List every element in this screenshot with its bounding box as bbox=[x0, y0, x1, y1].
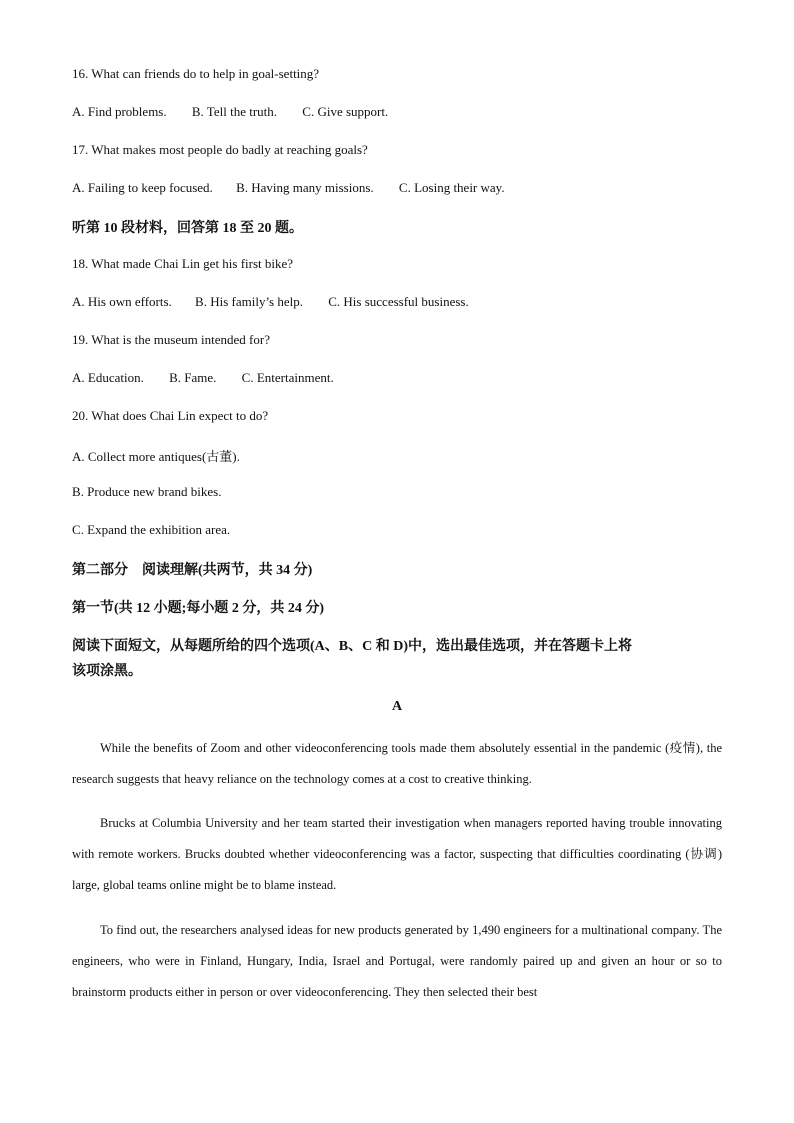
option-b: B. His family’s help. bbox=[195, 294, 303, 309]
question-18: 18. What made Chai Lin get his first bike? bbox=[72, 256, 294, 271]
paragraph-3: To find out, the researchers analysed ideas for new products generated by 1,490 engineers for a multinational company. The engineers, who were in Finland, Hungary, India, Israel and Portugal, were randomly paired up and given an hour or so to brainstorm products either in person or over videoconferencing. They then selected their best bbox=[72, 923, 722, 999]
question-16: 16. What can friends do to help in goal-setting? bbox=[72, 66, 320, 81]
instruction-line-1: 阅读下面短文，从每题所给的四个选项(A、B、C 和 D)中，选出最佳选项，并在答题卡上将 bbox=[72, 639, 632, 654]
option-a: A. His own efforts. bbox=[72, 294, 172, 309]
section-one-heading: 第一节(共 12 小题;每小题 2 分，共 24 分) bbox=[72, 601, 324, 616]
question-18-options bbox=[72, 294, 469, 310]
question-16-options bbox=[72, 104, 388, 120]
question-17-options bbox=[72, 180, 505, 196]
option-c: C. Entertainment. bbox=[241, 370, 334, 385]
option-b: B. Fame. bbox=[169, 370, 217, 385]
question-20-option-b: B. Produce new brand bikes. bbox=[72, 484, 222, 499]
question-20: 20. What does Chai Lin expect to do? bbox=[72, 408, 269, 423]
question-19-options bbox=[72, 370, 334, 386]
instruction-line-2: 该项涂黑。 bbox=[72, 664, 142, 679]
passage-title: A bbox=[391, 699, 403, 714]
part-two-heading: 第二部分 阅读理解(共两节，共 34 分) bbox=[72, 563, 313, 578]
question-20-option-c: C. Expand the exhibition area. bbox=[72, 522, 231, 537]
paragraph-2: Brucks at Columbia University and her team started their investigation when managers reported having trouble innovating with remote workers. Brucks doubted whether videoconferencing was a factor, suspecting that difficulties coordinating (协调) large, global teams online might be to blame instead. bbox=[72, 816, 722, 892]
paragraph-1: While the benefits of Zoom and other videoconferencing tools made them absolutely essential in the pandemic (疫情), the research suggests that heavy reliance on the technology comes at a cost to creative thinking. bbox=[72, 741, 722, 786]
option-c: C. Losing their way. bbox=[398, 180, 505, 195]
option-c: C. His successful business. bbox=[328, 294, 469, 309]
option-a: A. Failing to keep focused. bbox=[72, 180, 213, 195]
option-a: A. Find problems. bbox=[72, 104, 167, 119]
option-a: A. Education. bbox=[72, 370, 144, 385]
section-10-heading: 听第 10 段材料，回答第 18 至 20 题。 bbox=[72, 221, 303, 236]
option-b: B. Tell the truth. bbox=[191, 104, 278, 119]
option-c: C. Give support. bbox=[302, 104, 389, 119]
option-b: B. Having many missions. bbox=[236, 180, 374, 195]
question-19: 19. What is the museum intended for? bbox=[72, 332, 270, 347]
question-17: 17. What makes most people do badly at reaching goals? bbox=[72, 142, 368, 157]
question-20-option-a: A. Collect more antiques(古董). bbox=[72, 449, 240, 464]
